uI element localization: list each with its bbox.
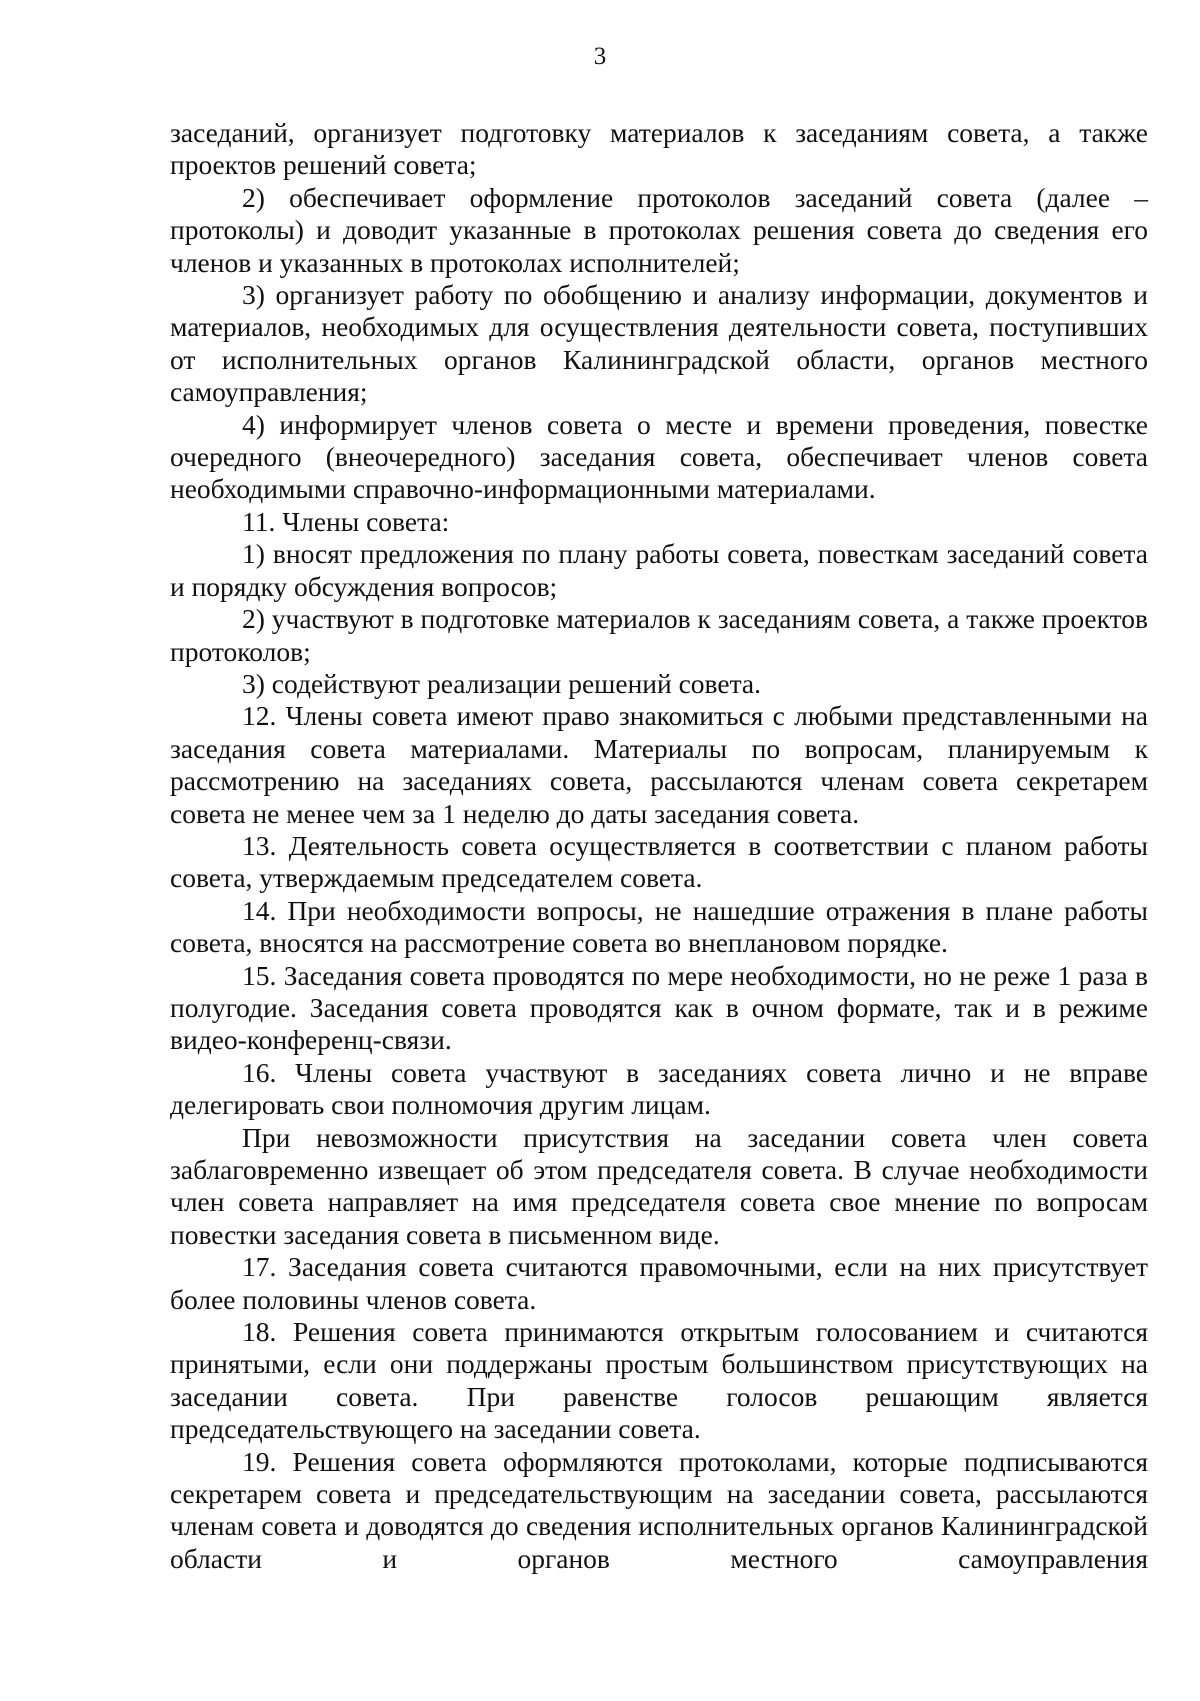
paragraph-clause-11-item-3: 3) содействуют реализации решений совета.	[242, 667, 762, 699]
paragraph-clause-19: 19. Решения совета оформляются протоколами, которые подписываются секретарем совета и председательствующим на заседании совета, рассылаются членам совета и доводятся до сведения исполнительных органов Калининградской области и органов местного самоуправления	[170, 1445, 1148, 1574]
paragraph-clause-11-item-2: 2) участвуют в подготовке материалов к заседаниям совета, а также проектов протоколов;	[170, 603, 1148, 667]
paragraph-clause-11: 11. Члены совета:	[242, 505, 450, 537]
paragraph-clause-13: 13. Деятельность совета осуществляется в соответствии с планом работы совета, утверждаемым председателем совета.	[170, 829, 1148, 894]
paragraph-clause-12: 12. Члены совета имеют право знакомиться с любыми представленными на заседания совета материалами. Материалы по вопросам, планируемым к рассмотрению на заседаниях совета, рассылаются членам совета секретарем совета не менее чем за 1 неделю до даты заседания совета.	[170, 700, 1148, 829]
paragraph-clause-16-continued: При невозможности присутствия на заседании совета член совета заблаговременно извещает об этом председателя совета. В случае необходимости член совета направляет на имя председателя совета свое мнение по вопросам повестки заседания совета в письменном виде.	[170, 1121, 1148, 1250]
paragraph-item-4: 4) информирует членов совета о месте и времени проведения, повестке очередного (внеочередного) заседания совета, обеспечивает членов совета необходимыми справочно-информационными материалами.	[170, 408, 1148, 505]
paragraph-clause-11-item-1: 1) вносят предложения по плану работы совета, повесткам заседаний совета и порядку обсуждения вопросов;	[170, 538, 1148, 602]
paragraph-clause-16: 16. Члены совета участвуют в заседаниях совета лично и не вправе делегировать свои полномочия другим лицам.	[170, 1056, 1148, 1121]
paragraph-clause-17: 17. Заседания совета считаются правомочными, если на них присутствует более половины членов совета.	[170, 1251, 1148, 1315]
paragraph-item-2: 2) обеспечивает оформление протоколов заседаний совета (далее – протоколы) и доводит указанные в протоколах решения совета до сведения его членов и указанных в протоколах исполнителей;	[170, 181, 1148, 278]
document-body	[170, 117, 1148, 1575]
paragraph-clause-18: 18. Решения совета принимаются открытым голосованием и считаются принятыми, если они поддержаны простым большинством присутствующих на заседании совета. При равенстве голосов решающим является председательствующего на заседании совета.	[170, 1316, 1148, 1445]
page-number: 3	[593, 43, 607, 70]
paragraph-continuation: заседаний, организует подготовку материалов к заседаниям совета, а также проектов решений совета;	[170, 117, 1148, 181]
paragraph-clause-14: 14. При необходимости вопросы, не нашедшие отражения в плане работы совета, вносятся на рассмотрение совета во внеплановом порядке.	[170, 894, 1148, 959]
paragraph-clause-15: 15. Заседания совета проводятся по мере необходимости, но не реже 1 раза в полугодие. Заседания совета проводятся как в очном формате, так и в режиме видео-конференц-связи.	[170, 959, 1148, 1056]
paragraph-item-3: 3) организует работу по обобщению и анализу информации, документов и материалов, необходимых для осуществления деятельности совета, поступивших от исполнительных органов Калининградской области, органов местного самоуправления;	[170, 279, 1148, 408]
